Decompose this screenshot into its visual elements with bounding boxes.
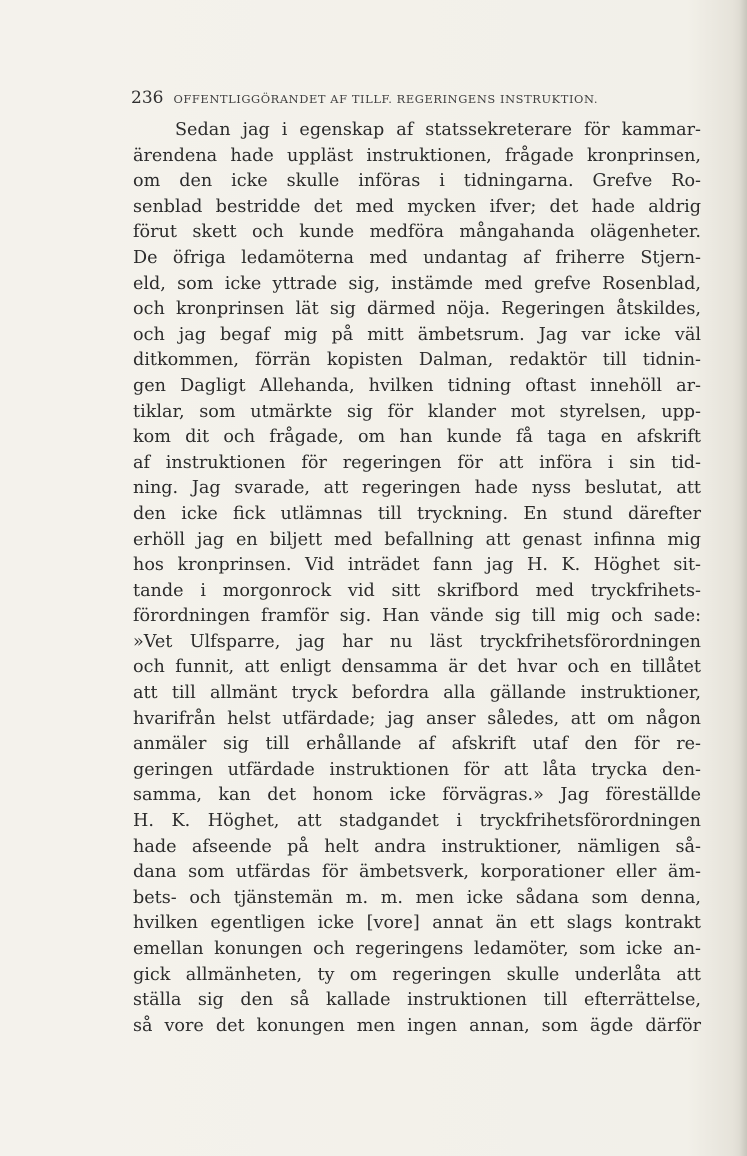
text-line: Sedan jag i egenskap af statssekreterare för kammar- [175, 120, 701, 140]
text-line: hvilken egentligen icke [vore] annat än ett slags kontrakt [133, 913, 701, 934]
text-line: ställa sig den så kallade instruktionen till efterrättelse, [133, 990, 701, 1011]
text-line: samma, kan det honom icke förvägras.» Jag föreställde [133, 785, 701, 806]
text-line: anmäler sig till erhållande af afskrift utaf den för re- [133, 734, 701, 755]
text-line: tande i morgonrock vid sitt skrifbord med tryckfrihets- [133, 580, 701, 601]
text-line: den icke fick utlämnas till tryckning. En stund därefter [133, 503, 701, 524]
text-line: ning. Jag svarade, att regeringen hade nyss beslutat, att [133, 478, 701, 499]
text-line: De öfriga ledamöterna med undantag af friherre Stjern- [133, 247, 701, 268]
text-line: hade afseende på helt andra instruktioner, nämligen så- [133, 836, 701, 857]
text-line: och funnit, att enligt densamma är det hvar och en tillåtet [133, 657, 701, 678]
text-line: eld, som icke yttrade sig, instämde med grefve Rosenblad, [133, 273, 701, 294]
text-line: så vore det konungen men ingen annan, som ägde därför [133, 1015, 701, 1036]
page-number: 236 [131, 88, 164, 108]
running-head: OFFENTLIGGÖRANDET AF TILLF. REGERINGENS INSTRUKTION. [173, 92, 599, 106]
text-line: erhöll jag en biljett med befallning att genast infinna mig [133, 529, 701, 550]
text-line: och jag begaf mig på mitt ämbetsrum. Jag var icke väl [133, 324, 701, 345]
text-line: och kronprinsen lät sig därmed nöja. Regeringen åtskildes, [133, 299, 701, 320]
text-line: kom dit och frågade, om han kunde få taga en afskrift [133, 427, 701, 448]
text-line: dana som utfärdas för ämbetsverk, korporationer eller äm- [133, 862, 701, 883]
text-line: förordningen framför sig. Han vände sig till mig och sade: [133, 606, 701, 627]
text-line: ditkommen, förrän kopisten Dalman, redaktör till tidnin- [133, 350, 701, 371]
text-line: emellan konungen och regeringens ledamöter, som icke an- [133, 939, 701, 959]
text-line: geringen utfärdade instruktionen för att låta trycka den- [133, 759, 701, 780]
text-line: H. K. Höghet, att stadgandet i tryckfrihetsförordningen [133, 811, 701, 832]
text-line: bets- och tjänstemän m. m. men icke sådana som denna, [133, 887, 701, 908]
text-line: förut skett och kunde medföra mångahanda olägenheter. [133, 222, 701, 243]
body-text [133, 118, 701, 1039]
text-line: ärendena hade uppläst instruktionen, frågade kronprinsen, [133, 145, 701, 166]
text-line: gick allmänheten, ty om regeringen skulle underlåta att [133, 964, 701, 985]
text-line: gen Dagligt Allehanda, hvilken tidning oftast innehöll ar- [133, 375, 701, 396]
text-line: om den icke skulle införas i tidningarna. Grefve Ro- [133, 171, 701, 192]
page-header [131, 88, 721, 112]
page-edge [739, 0, 747, 1156]
text-line: att till allmänt tryck befordra alla gällande instruktioner, [133, 683, 701, 704]
text-line: senblad bestridde det med mycken ifver; det hade aldrig [133, 196, 701, 217]
text-line: hos kronprinsen. Vid inträdet fann jag H. K. Höghet sit- [133, 555, 701, 576]
text-line: af instruktionen för regeringen för att införa i sin tid- [133, 452, 701, 473]
text-line: »Vet Ulfsparre, jag har nu läst tryckfrihetsförordningen [133, 631, 701, 652]
text-line: hvarifrån helst utfärdade; jag anser således, att om någon [133, 708, 701, 729]
text-line: tiklar, som utmärkte sig för klander mot styrelsen, upp- [133, 401, 701, 422]
